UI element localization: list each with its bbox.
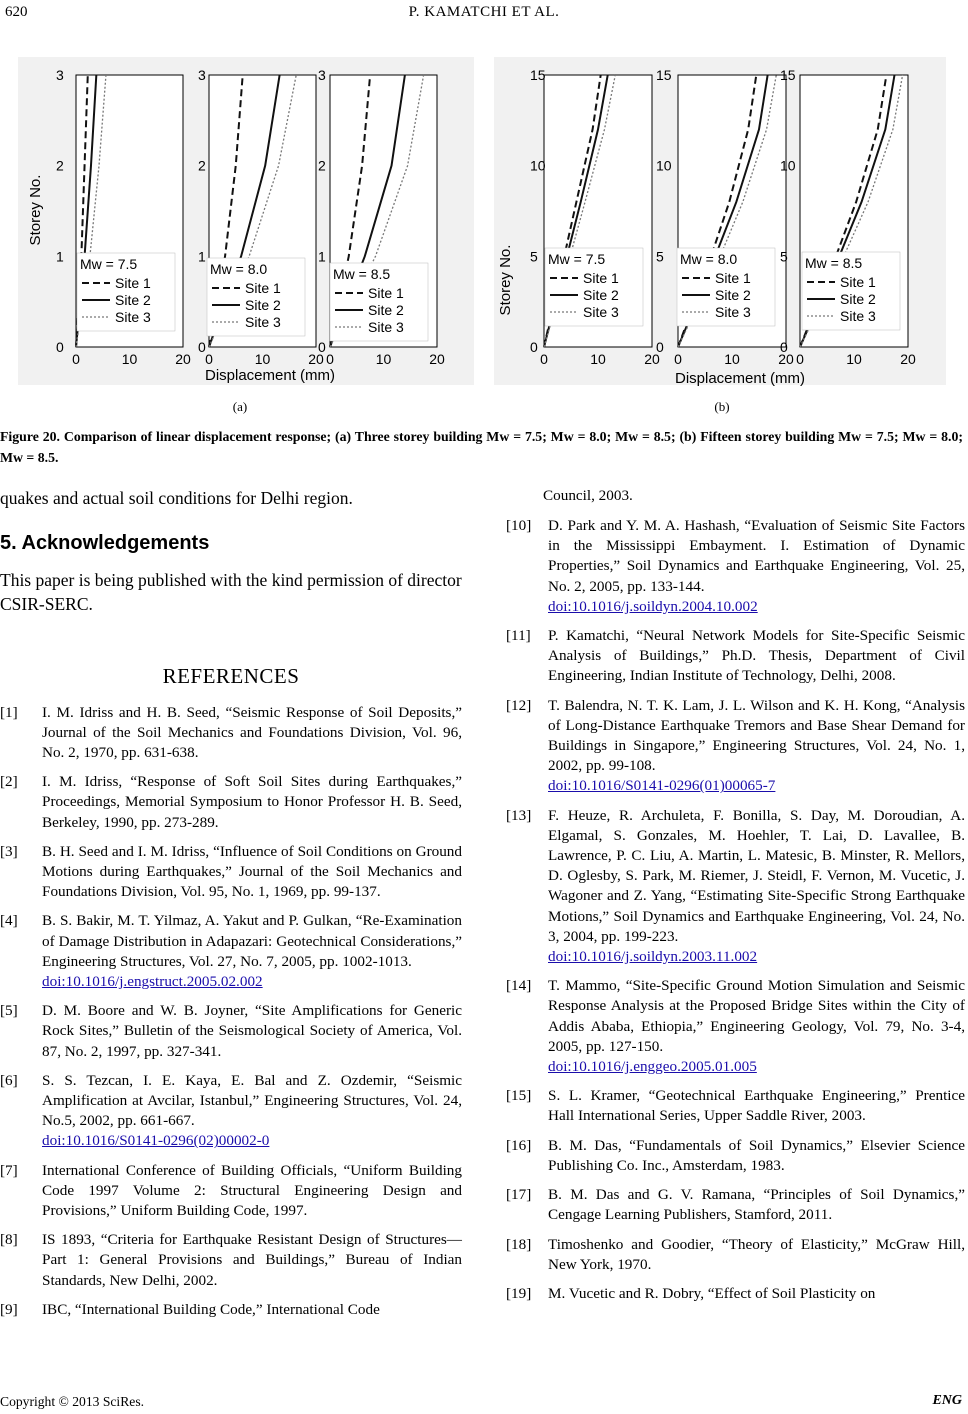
legend-title: Mw = 8.0 (680, 251, 738, 267)
left-column (0, 486, 462, 1329)
reference-number: [14] (506, 977, 532, 995)
legend-entry: Site 2 (583, 287, 619, 303)
legend-entry: Site 1 (840, 274, 876, 290)
reference-item (506, 976, 965, 1077)
legend-title: Mw = 8.0 (210, 261, 268, 277)
reference-text: D. M. Boore and W. B. Joyner, “Site Amplifications for Generic Rock Sites,” Bulletin of the Seismological Society of America, Vol. 87, No. 2, 1997, pp. 327-341. (42, 1002, 462, 1060)
x-tick-label: 0 (326, 351, 334, 367)
reference-text: P. Kamatchi, “Neural Network Models for Site-Specific Seismic Analysis of Buildings,” Ph.D. Thesis, Department of Civil Engineering, Indian Institute of Technology, Delhi, 2008. (548, 627, 965, 685)
y-tick-label: 3 (198, 67, 206, 83)
reference-item (0, 1300, 462, 1320)
doi-link[interactable]: doi:10.1016/j.engstruct.2005.02.002 (42, 972, 263, 990)
reference-text: S. L. Kramer, “Geotechnical Earthquake Engineering,” Prentice Hall International Series, Upper Saddle River, 2003. (548, 1087, 965, 1125)
reference-item (0, 842, 462, 903)
x-tick-label: 0 (205, 351, 213, 367)
y-tick-label: 3 (56, 67, 64, 83)
figure-20 (0, 50, 968, 420)
x-tick-label: 10 (590, 351, 606, 367)
x-tick-label: 10 (846, 351, 862, 367)
reference-item (506, 806, 965, 968)
legend-entry: Site 3 (115, 309, 151, 325)
y-tick-label: 3 (318, 67, 326, 83)
reference-text: D. Park and Y. M. A. Hashash, “Evaluation of Seismic Site Factors in the Mississippi Embayment. I. Estimation of Dynamic Properties,” Soil Dynamics and Earthquake Engineering, Vol. 25, No. 2, 2005, pp. 133-144. (548, 517, 965, 595)
y-tick-label: 15 (530, 67, 546, 83)
panel-label-a: (a) (232, 399, 248, 414)
legend-entry: Site 2 (115, 292, 151, 308)
reference-number: [13] (506, 806, 532, 824)
legend-entry: Site 3 (840, 308, 876, 324)
reference-text: I. M. Idriss and H. B. Seed, “Seismic Response of Soil Deposits,” Journal of the Soil Mechanics and Foundations Division, Vol. 96, No. 2, 1970, pp. 631-638. (42, 703, 462, 761)
y-tick-label: 5 (780, 248, 788, 265)
reference-text: B. M. Das, “Fundamentals of Soil Dynamics,” Elsevier Science Publishing Co. Inc., Amsterdam, 1983. (548, 1136, 965, 1174)
y-tick-label: 0 (198, 339, 206, 355)
doi-link[interactable]: doi:10.1016/j.soildyn.2004.10.002 (548, 597, 758, 615)
doi-link[interactable]: doi:10.1016/S0141-0296(01)00065-7 (548, 777, 776, 795)
y-axis-label: Storey No. (27, 174, 44, 246)
reference-text: IS 1893, “Criteria for Earthquake Resistant Design of Structures—Part 1: General Provisions and Buildings,” Bureau of Indian Standards, New Delhi, 2002. (42, 1231, 462, 1289)
reference-number: [18] (506, 1235, 532, 1253)
legend-title: Mw = 7.5 (80, 256, 138, 272)
reference-text: International Conference of Building Officials, “Uniform Building Code 1997 Volume 2: Structural Engineering Design and Provisions,” Uniform Building Code, 1997. (42, 1161, 462, 1219)
reference-item (506, 516, 965, 617)
legend-title: Mw = 7.5 (548, 251, 606, 267)
reference-number: [15] (506, 1087, 532, 1105)
x-axis-label: Displacement (mm) (674, 370, 806, 387)
y-tick-label: 1 (198, 248, 206, 265)
reference-item (0, 1230, 462, 1291)
reference-text: IBC, “International Building Code,” International Code (42, 1300, 380, 1318)
reference-number: [1] (0, 703, 18, 721)
reference-item (506, 1235, 965, 1275)
reference-number: [19] (506, 1284, 532, 1302)
legend-entry: Site 3 (368, 319, 404, 335)
acknowledgement-text: This paper is being published with the kind permission of director CSIR-SERC. (0, 569, 462, 614)
x-tick-label: 20 (429, 351, 445, 367)
reference-text: B. S. Bakir, M. T. Yilmaz, A. Yakut and P. Gulkan, “Re-Examination of Damage Distribution in Adapazari: Geotechnical Considerations,” Engineering Structures, Vol. 27, No. 7, 2005, pp. 1002-1013. (42, 912, 462, 970)
footer-copyright: Copyright © 2013 SciRes. (0, 1394, 145, 1409)
y-tick-label: 1 (318, 248, 326, 265)
reference-text: T. Mammo, “Site-Specific Ground Motion Simulation and Seismic Response Analysis at the Proposed Bridge Sites within the City of Addis Ababa, Ethiopia,” Engineering Geology, Vol. 79, No. 3-4, 2005, pp. 127-150. (548, 977, 965, 1055)
legend-entry: Site 2 (368, 302, 404, 318)
x-tick-label: 10 (121, 351, 138, 367)
reference-continuation: Council, 2003. (543, 487, 633, 504)
y-tick-label: 0 (656, 339, 664, 355)
y-tick-label: 2 (318, 157, 326, 174)
section-heading-acknowledgements: 5. Acknowledgements (0, 531, 210, 554)
x-tick-label: 20 (308, 351, 324, 367)
x-tick-label: 20 (644, 351, 660, 367)
reference-item (506, 696, 965, 797)
reference-number: [11] (506, 627, 531, 645)
y-tick-label: 15 (656, 67, 672, 83)
reference-item (506, 1185, 965, 1225)
reference-number: [16] (506, 1136, 532, 1154)
y-tick-label: 2 (56, 157, 64, 174)
y-tick-label: 0 (530, 339, 538, 355)
y-tick-label: 0 (56, 339, 64, 355)
legend-entry: Site 2 (715, 287, 751, 303)
reference-item (506, 1136, 965, 1176)
reference-text: Timoshenko and Goodier, “Theory of Elasticity,” McGraw Hill, New York, 1970. (548, 1235, 965, 1273)
legend-entry: Site 2 (245, 297, 281, 313)
x-tick-label: 20 (778, 351, 794, 367)
legend-entry: Site 1 (715, 270, 751, 286)
x-axis-label: Displacement (mm) (204, 367, 336, 384)
doi-link[interactable]: doi:10.1016/j.enggeo.2005.01.005 (548, 1058, 757, 1076)
x-tick-label: 10 (254, 351, 271, 367)
x-tick-label: 10 (375, 351, 392, 367)
reference-text: F. Heuze, R. Archuleta, F. Bonilla, S. Day, M. Doroudian, A. Elgamal, S. Gonzales, M. Hoehler, T. Lai, D. Lavallee, B. Lawrence, P. C. Liu, A. Martin, L. Matesic, B. Minster, R. Mellors, D. Oglesby, S. Park, M. Riemer, J. Steidl, F. Vernon, M. Vucetic, J. Wagoner and Z. Yang, “Estimating Site-Specific Strong Earthquake Motions,” Soil Dynamics and Earthquake Engineering, Vol. 24, No. 3, 2004, pp. 199-223. (548, 806, 965, 945)
x-tick-label: 0 (796, 351, 804, 367)
reference-number: [8] (0, 1231, 18, 1249)
y-tick-label: 10 (780, 157, 796, 174)
running-title: P. KAMATCHI ET AL. (408, 4, 560, 20)
legend-entry: Site 1 (115, 275, 151, 291)
y-tick-label: 10 (530, 157, 546, 174)
footer-journal: ENG (932, 1393, 962, 1408)
reference-text: B. H. Seed and I. M. Idriss, “Influence of Soil Conditions on Ground Motions during Earthquakes,” Journal of the Soil Mechanics and Foundations Division, Vol. 95, No. 1, 1969, pp. 99-137. (42, 842, 462, 901)
reference-number: [9] (0, 1300, 18, 1318)
legend-title: Mw = 8.5 (805, 255, 863, 271)
reference-item (0, 772, 462, 833)
reference-item (506, 1086, 965, 1126)
legend-entry: Site 1 (583, 270, 619, 286)
legend-entry: Site 3 (583, 304, 619, 320)
reference-item (506, 1284, 965, 1304)
reference-item (0, 911, 462, 992)
reference-number: [10] (506, 517, 532, 534)
page-number: 620 (5, 4, 28, 20)
x-tick-label: 0 (72, 351, 80, 367)
x-tick-label: 0 (540, 351, 548, 367)
reference-number: [2] (0, 773, 18, 791)
y-tick-label: 0 (318, 339, 326, 355)
reference-number: [17] (506, 1186, 532, 1204)
y-axis-label: Storey No. (497, 244, 514, 316)
figure-caption: Figure 20. Comparison of linear displacement response; (a) Three storey building Mw = 7.5; Mw = 8.0; Mw = 8.5; (b) Fifteen storey building Mw = 7.5; Mw = 8.0; Mw = 8.5. (0, 429, 963, 465)
reference-item (0, 1001, 462, 1062)
legend-entry: Site 1 (245, 280, 281, 296)
y-tick-label: 5 (530, 248, 538, 265)
doi-link[interactable]: doi:10.1016/j.soildyn.2003.11.002 (548, 948, 758, 966)
panel-label-b: (b) (714, 399, 730, 414)
y-tick-label: 15 (780, 67, 796, 83)
reference-number: [5] (0, 1002, 18, 1020)
legend-entry: Site 2 (840, 291, 876, 307)
legend-entry: Site 3 (715, 304, 751, 320)
x-tick-label: 10 (724, 351, 740, 367)
y-tick-label: 5 (656, 248, 664, 265)
reference-item (506, 626, 965, 687)
y-tick-label: 0 (780, 339, 788, 355)
reference-list-left (0, 703, 462, 1320)
reference-text: B. M. Das and G. V. Ramana, “Principles of Soil Dynamics,” Cengage Learning Publishers, Stamford, 2011. (548, 1186, 965, 1224)
reference-number: [12] (506, 696, 532, 714)
reference-text: T. Balendra, N. T. K. Lam, J. L. Wilson and K. H. Kong, “Analysis of Long-Distance Earthquake Tremors and Base Shear Demand for Buildings in Singapore,” Engineering Structures, Vol. 24, No. 1, 2002, pp. 99-108. (548, 696, 965, 775)
reference-text: I. M. Idriss, “Response of Soft Soil Sites during Earthquakes,” Proceedings, Memorial Symposium to Honor Professor H. B. Seed, Berkeley, 1990, pp. 273-289. (42, 773, 462, 831)
reference-number: [7] (0, 1161, 18, 1179)
reference-number: [4] (0, 912, 18, 930)
reference-number: [6] (0, 1071, 18, 1089)
right-column (506, 486, 965, 1313)
x-tick-label: 0 (674, 351, 682, 367)
continuation-text: quakes and actual soil conditions for Delhi region. (0, 488, 353, 508)
reference-item (0, 1071, 462, 1152)
references-heading: REFERENCES (162, 663, 300, 688)
reference-list-right (506, 516, 965, 1304)
reference-item (0, 703, 462, 764)
reference-text: S. S. Tezcan, I. E. Kaya, E. Bal and Z. Ozdemir, “Seismic Amplification at Avcilar, Istanbul,” Engineering Structures, Vol. 24, No.5, 2002, pp. 661-667. (42, 1071, 462, 1130)
reference-text: M. Vucetic and R. Dobry, “Effect of Soil Plasticity on (548, 1284, 876, 1302)
y-tick-label: 10 (656, 157, 672, 174)
doi-link[interactable]: doi:10.1016/S0141-0296(02)00002-0 (42, 1132, 270, 1150)
legend-title: Mw = 8.5 (333, 266, 391, 282)
reference-item (0, 1161, 462, 1222)
legend-entry: Site 1 (368, 285, 404, 301)
x-tick-label: 20 (900, 351, 916, 367)
legend-entry: Site 3 (245, 314, 281, 330)
reference-number: [3] (0, 842, 18, 860)
y-tick-label: 2 (198, 157, 206, 174)
x-tick-label: 20 (175, 351, 191, 367)
y-tick-label: 1 (56, 248, 64, 265)
